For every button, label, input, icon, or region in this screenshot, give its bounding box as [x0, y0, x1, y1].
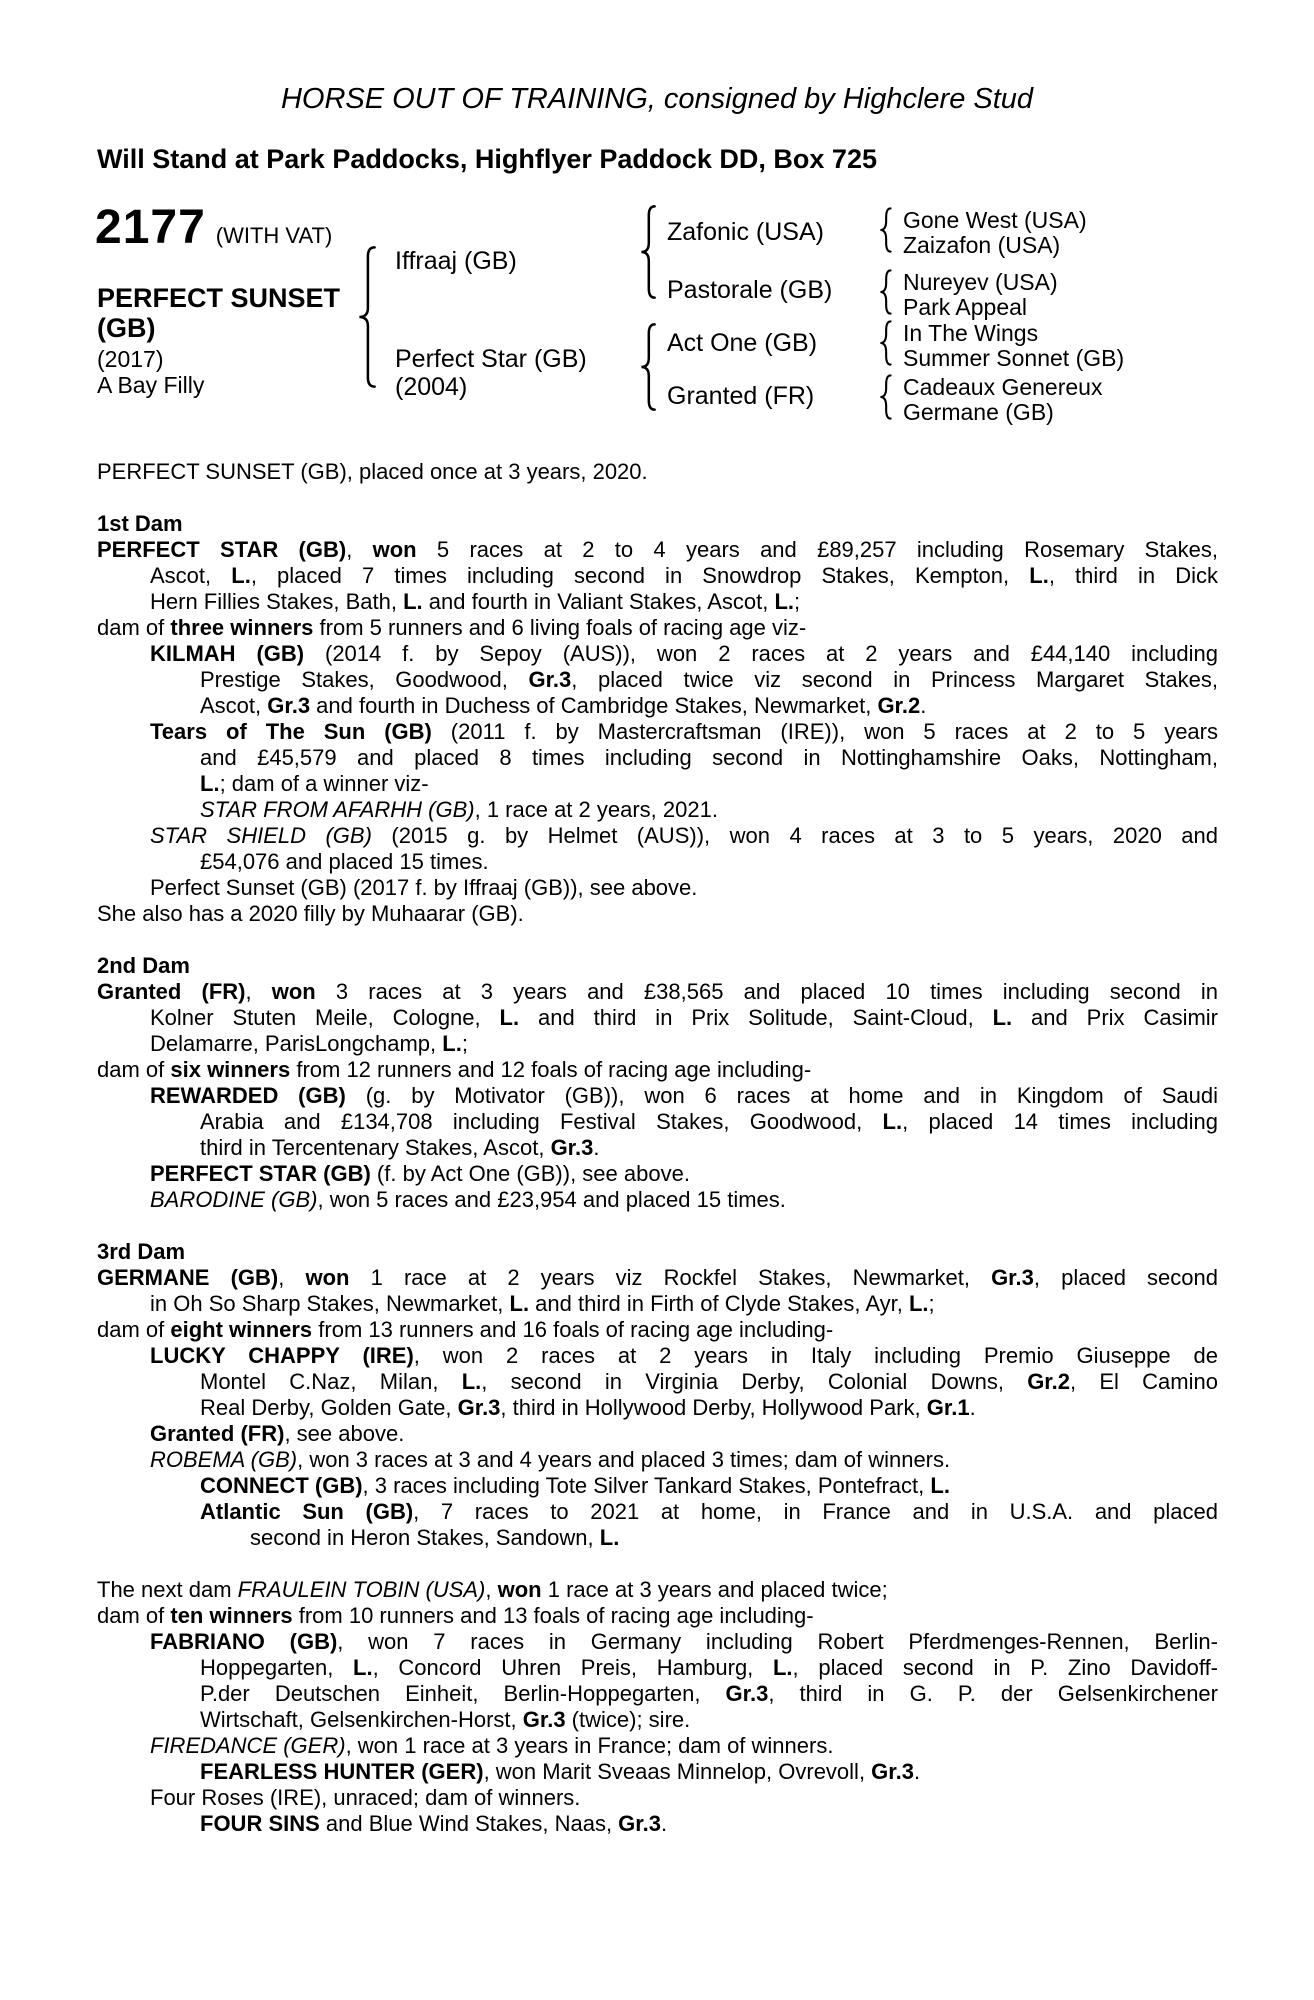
text-line: Hern Fillies Stakes, Bath, L. and fourth in Valiant Stakes, Ascot, L.;	[150, 589, 801, 614]
text-line: Arabia and £134,708 including Festival Stakes, Goodwood, L., placed 14 times including	[200, 1109, 1218, 1134]
text-line: She also has a 2020 filly by Muhaarar (GB).	[97, 901, 524, 926]
text-line: Atlantic Sun (GB), 7 races to 2021 at home, in France and in U.S.A. and placed	[200, 1499, 1218, 1524]
section-heading	[97, 953, 1218, 979]
text-line: dam of six winners from 12 runners and 12 foals of racing age including-	[97, 1057, 812, 1082]
text-line: second in Heron Stakes, Sandown, L.	[250, 1525, 620, 1550]
body-paragraph	[97, 1317, 1218, 1343]
text-line: ROBEMA (GB), won 3 races at 3 and 4 years and placed 3 times; dam of winners.	[150, 1447, 951, 1472]
body-paragraph	[97, 1187, 1218, 1213]
body-paragraph	[97, 1083, 1218, 1161]
text-line: FIREDANCE (GER), won 1 race at 3 years in France; dam of winners.	[150, 1733, 834, 1758]
text-line: CONNECT (GB), 3 races including Tote Silver Tankard Stakes, Pontefract, L.	[200, 1473, 950, 1498]
text-line: PERFECT STAR (GB) (f. by Act One (GB)), see above.	[150, 1161, 690, 1186]
pedigree-gg-pair	[903, 208, 1087, 258]
text-line: FOUR SINS and Blue Wind Stakes, Naas, Gr.3.	[200, 1811, 668, 1836]
text-line: STAR FROM AFARHH (GB), 1 race at 2 years, 2021.	[200, 797, 718, 822]
body-paragraph	[97, 1343, 1218, 1421]
text-line: dam of eight winners from 13 runners and 16 foals of racing age including-	[97, 1317, 834, 1342]
body-paragraph	[97, 615, 1218, 641]
section-heading	[97, 1239, 1218, 1265]
text-line: third in Tercentenary Stakes, Ascot, Gr.3.	[200, 1135, 600, 1160]
pedigree-brace	[879, 269, 892, 315]
text-line: Perfect Sunset (GB) (2017 f. by Iffraaj (GB)), see above.	[150, 875, 698, 900]
horse-foaled-year: (2017)	[97, 346, 164, 372]
text-line: L.; dam of a winner viz-	[200, 771, 429, 796]
page-title: HORSE OUT OF TRAINING, consigned by Highclere Stud	[280, 83, 1034, 115]
text-line: Tears of The Sun (GB) (2011 f. by Mastercraftsman (IRE)), won 5 races at 2 to 5 years	[150, 719, 1218, 744]
body-paragraph	[97, 1447, 1218, 1473]
body-paragraph	[97, 1577, 1218, 1603]
pedigree-grandsire-1: Zafonic (USA)	[667, 218, 824, 246]
pedigree-brace	[879, 207, 892, 253]
vat-note: (WITH VAT)	[215, 223, 333, 248]
text-line: FABRIANO (GB), won 7 races in Germany including Robert Pferdmenges-Rennen, Berlin-	[150, 1629, 1218, 1654]
body-paragraph	[97, 797, 1218, 823]
body-paragraph	[97, 1057, 1218, 1083]
section-heading	[97, 511, 1218, 537]
text-line: Granted (FR), see above.	[150, 1421, 405, 1446]
pedigree-gg-pair	[903, 321, 1124, 371]
horse-name-block	[97, 283, 340, 398]
text-line: 2nd Dam	[97, 953, 190, 978]
text-line: REWARDED (GB) (g. by Motivator (GB)), won 6 races at home and in Kingdom of Saudi	[150, 1083, 1218, 1108]
horse-description: A Bay Filly	[97, 372, 205, 398]
text-line: KILMAH (GB) (2014 f. by Sepoy (AUS)), won 2 races at 2 years and £44,140 including	[150, 641, 1218, 666]
text-line: Real Derby, Golden Gate, Gr.3, third in Hollywood Derby, Hollywood Park, Gr.1.	[200, 1395, 976, 1420]
text-line: dam of ten winners from 10 runners and 13 foals of racing age including-	[97, 1603, 814, 1628]
body-paragraph	[97, 1161, 1218, 1187]
body-paragraph	[97, 979, 1218, 1057]
horse-name-suffix: (GB)	[97, 313, 156, 343]
body-paragraph	[97, 1733, 1218, 1759]
body-paragraph	[97, 719, 1218, 797]
text-line: 1st Dam	[97, 511, 183, 536]
body-paragraph	[97, 1499, 1218, 1551]
body-paragraph	[97, 823, 1218, 875]
body-paragraph	[97, 1811, 1218, 1837]
body-paragraph	[97, 1473, 1218, 1499]
text-line: The next dam FRAULEIN TOBIN (USA), won 1 race at 3 years and placed twice;	[97, 1577, 888, 1602]
pedigree-sire: Iffraaj (GB)	[395, 247, 517, 275]
body-paragraph	[97, 1603, 1218, 1629]
pedigree-granddam-2: Granted (FR)	[667, 382, 815, 410]
text-line: Hoppegarten, L., Concord Uhren Preis, Hamburg, L., placed second in P. Zino Davidoff-	[200, 1655, 1219, 1680]
text-line: Delamarre, ParisLongchamp, L.;	[150, 1031, 468, 1056]
text-line: Ascot, Gr.3 and fourth in Duchess of Cambridge Stakes, Newmarket, Gr.2.	[200, 693, 927, 718]
pedigree-brace	[879, 320, 892, 366]
lot-number: 2177	[95, 201, 206, 254]
pedigree-ancestor: In The Wings	[903, 320, 1039, 346]
body-paragraph	[97, 1785, 1218, 1811]
pedigree-brace	[879, 374, 892, 420]
body-paragraph	[97, 641, 1218, 719]
pedigree-brace	[640, 205, 656, 299]
text-line: PERFECT STAR (GB), won 5 races at 2 to 4 years and £89,257 including Rosemary Stakes,	[97, 537, 1218, 562]
pedigree-ancestor: Park Appeal	[903, 294, 1028, 320]
pedigree-granddam-1: Pastorale (GB)	[667, 276, 833, 304]
pedigree-ancestor: Zaizafon (USA)	[903, 232, 1061, 258]
text-line: Four Roses (IRE), unraced; dam of winners.	[150, 1785, 581, 1810]
body-paragraph	[97, 1265, 1218, 1317]
text-line: in Oh So Sharp Stakes, Newmarket, L. and third in Firth of Clyde Stakes, Ayr, L.;	[150, 1291, 935, 1316]
horse-name: PERFECT SUNSET	[97, 283, 341, 313]
stand-location: Will Stand at Park Paddocks, Highflyer Paddock DD, Box 725	[97, 144, 877, 174]
text-line: Ascot, L., placed 7 times including second in Snowdrop Stakes, Kempton, L., third in Dick	[150, 563, 1218, 588]
pedigree-ancestor: Cadeaux Genereux	[903, 374, 1103, 400]
text-line: and £45,579 and placed 8 times including second in Nottinghamshire Oaks, Nottingham,	[200, 745, 1218, 770]
pedigree-dam-year: (2004)	[395, 373, 468, 401]
text-line: GERMANE (GB), won 1 race at 2 years viz Rockfel Stakes, Newmarket, Gr.3, placed second	[97, 1265, 1218, 1290]
body-paragraph	[97, 459, 1218, 485]
text-line: 3rd Dam	[97, 1239, 186, 1264]
text-line: Montel C.Naz, Milan, L., second in Virginia Derby, Colonial Downs, Gr.2, El Camino	[200, 1369, 1218, 1394]
pedigree-text	[97, 459, 1218, 1837]
text-line: Wirtschaft, Gelsenkirchen-Horst, Gr.3 (twice); sire.	[200, 1707, 691, 1732]
text-line: PERFECT SUNSET (GB), placed once at 3 years, 2020.	[97, 459, 648, 484]
text-line: BARODINE (GB), won 5 races and £23,954 and placed 15 times.	[150, 1187, 786, 1212]
pedigree-brace	[640, 323, 656, 411]
body-paragraph	[97, 1629, 1218, 1733]
body-paragraph	[97, 1421, 1218, 1447]
text-line: FEARLESS HUNTER (GER), won Marit Sveaas Minnelop, Ovrevoll, Gr.3.	[200, 1759, 921, 1784]
body-paragraph	[97, 1759, 1218, 1785]
text-line: Prestige Stakes, Goodwood, Gr.3, placed twice viz second in Princess Margaret Stakes,	[200, 667, 1219, 692]
pedigree-ancestor: Germane (GB)	[903, 399, 1054, 425]
text-line: Granted (FR), won 3 races at 3 years and £38,565 and placed 10 times including second in	[97, 979, 1218, 1004]
text-line: LUCKY CHAPPY (IRE), won 2 races at 2 years in Italy including Premio Giuseppe de	[150, 1343, 1219, 1368]
pedigree-brace	[358, 246, 376, 388]
lot-header	[95, 201, 333, 254]
pedigree-gg-pair	[903, 375, 1102, 425]
text-line: dam of three winners from 5 runners and 6 living foals of racing age viz-	[97, 615, 807, 640]
body-paragraph	[97, 901, 1218, 927]
text-line: STAR SHIELD (GB) (2015 g. by Helmet (AUS)), won 4 races at 3 to 5 years, 2020 and	[150, 823, 1218, 848]
text-line: £54,076 and placed 15 times.	[200, 849, 489, 874]
pedigree-ancestor: Gone West (USA)	[903, 207, 1087, 233]
pedigree-dam: Perfect Star (GB)	[395, 345, 587, 373]
body-paragraph	[97, 875, 1218, 901]
pedigree-ancestor: Nureyev (USA)	[903, 269, 1058, 295]
pedigree-dam-block	[395, 345, 587, 401]
text-line: Kolner Stuten Meile, Cologne, L. and third in Prix Solitude, Saint-Cloud, L. and Prix Casimir	[150, 1005, 1218, 1030]
pedigree-ancestor: Summer Sonnet (GB)	[903, 345, 1125, 371]
pedigree-gg-pair	[903, 270, 1058, 320]
pedigree-grandsire-2: Act One (GB)	[667, 329, 818, 357]
text-line: P.der Deutschen Einheit, Berlin-Hoppegarten, Gr.3, third in G. P. der Gelsenkirchener	[200, 1681, 1218, 1706]
body-paragraph	[97, 537, 1218, 615]
